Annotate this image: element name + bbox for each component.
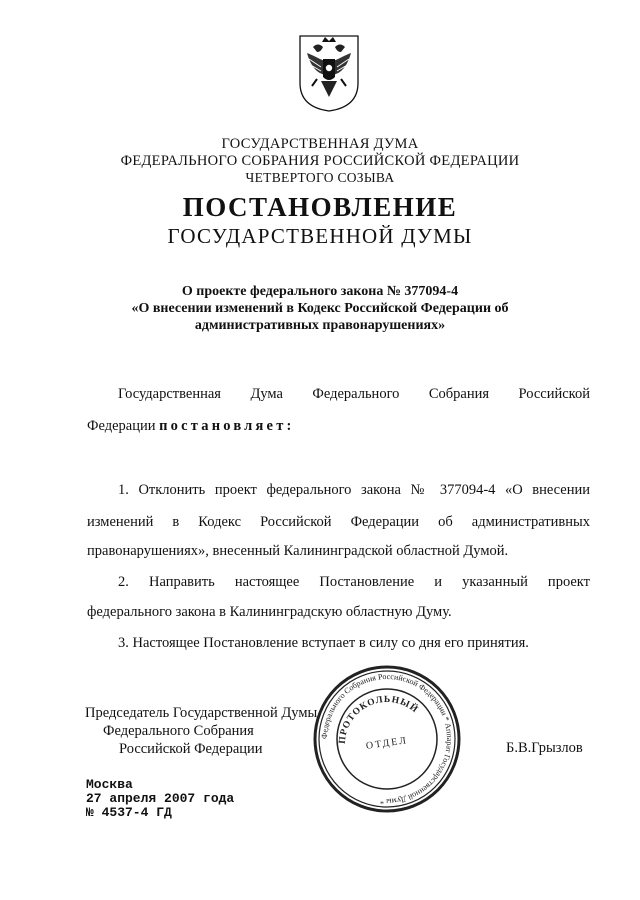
signatory-title	[85, 704, 317, 758]
org-name-line-2: ФЕДЕРАЛЬНОГО СОБРАНИЯ РОССИЙСКОЙ ФЕДЕРАЦИИ	[120, 153, 520, 169]
org-name-line-1: ГОСУДАРСТВЕННАЯ ДУМА	[221, 136, 419, 152]
document-type-title: ПОСТАНОВЛЕНИЕ	[182, 192, 458, 222]
signatory-title-line-1: Председатель Государственной Думы	[85, 705, 318, 721]
item-1-line-2: изменений в Кодекс Российской Федерации об административных	[87, 514, 590, 530]
subject-heading	[110, 283, 530, 334]
preamble-line-2	[87, 418, 295, 435]
item-1-line-1: 1. Отклонить проект федерального закона № 377094-4 «О внесении	[118, 482, 590, 498]
stamp-ring-text: Федерального Собрания Российской Федерации * Аппарат Государственной Думы *	[319, 671, 455, 807]
signatory-title-line-2: Федерального Собрания	[103, 723, 254, 739]
subject-line-1: О проекте федерального закона № 377094-4	[181, 284, 459, 299]
item-2-line-1: 2. Направить настоящее Постановление и указанный проект	[118, 574, 590, 590]
protocol-department-stamp	[312, 664, 462, 814]
decree-word: постановляет:	[159, 418, 295, 434]
subject-line-3: административных правонарушениях»	[194, 318, 446, 333]
stamp-middle-text: ПРОТОКОЛЬНЫЙ	[337, 694, 420, 745]
preamble-line-1: Государственная Дума Федерального Собрания Российской	[118, 386, 590, 402]
stamp-center-text: ОТДЕЛ	[365, 735, 409, 752]
coat-of-arms-emblem	[297, 33, 361, 113]
item-1-line-3: правонарушениях», внесенный Калининградской областной Думой.	[87, 543, 509, 559]
signatory-name: Б.В.Грызлов	[506, 740, 583, 756]
item-3-line-1: 3. Настоящее Постановление вступает в силу со дня его принятия.	[118, 635, 529, 651]
document-footer	[86, 778, 234, 820]
signatory-title-line-3: Российской Федерации	[119, 741, 263, 757]
subject-line-2: «О внесении изменений в Кодекс Российской Федерации об	[131, 301, 509, 316]
footer-date: 27 апреля 2007 года	[86, 791, 235, 806]
item-2-line-2: федерального закона в Калининградскую областную Думу.	[87, 604, 452, 620]
preamble-line-2-start: Федерации	[87, 418, 156, 434]
issuer-title: ГОСУДАРСТВЕННОЙ ДУМЫ	[167, 224, 473, 248]
footer-city: Москва	[86, 777, 133, 792]
footer-number: № 4537-4 ГД	[86, 805, 172, 820]
convocation-line: ЧЕТВЕРТОГО СОЗЫВА	[245, 170, 395, 185]
